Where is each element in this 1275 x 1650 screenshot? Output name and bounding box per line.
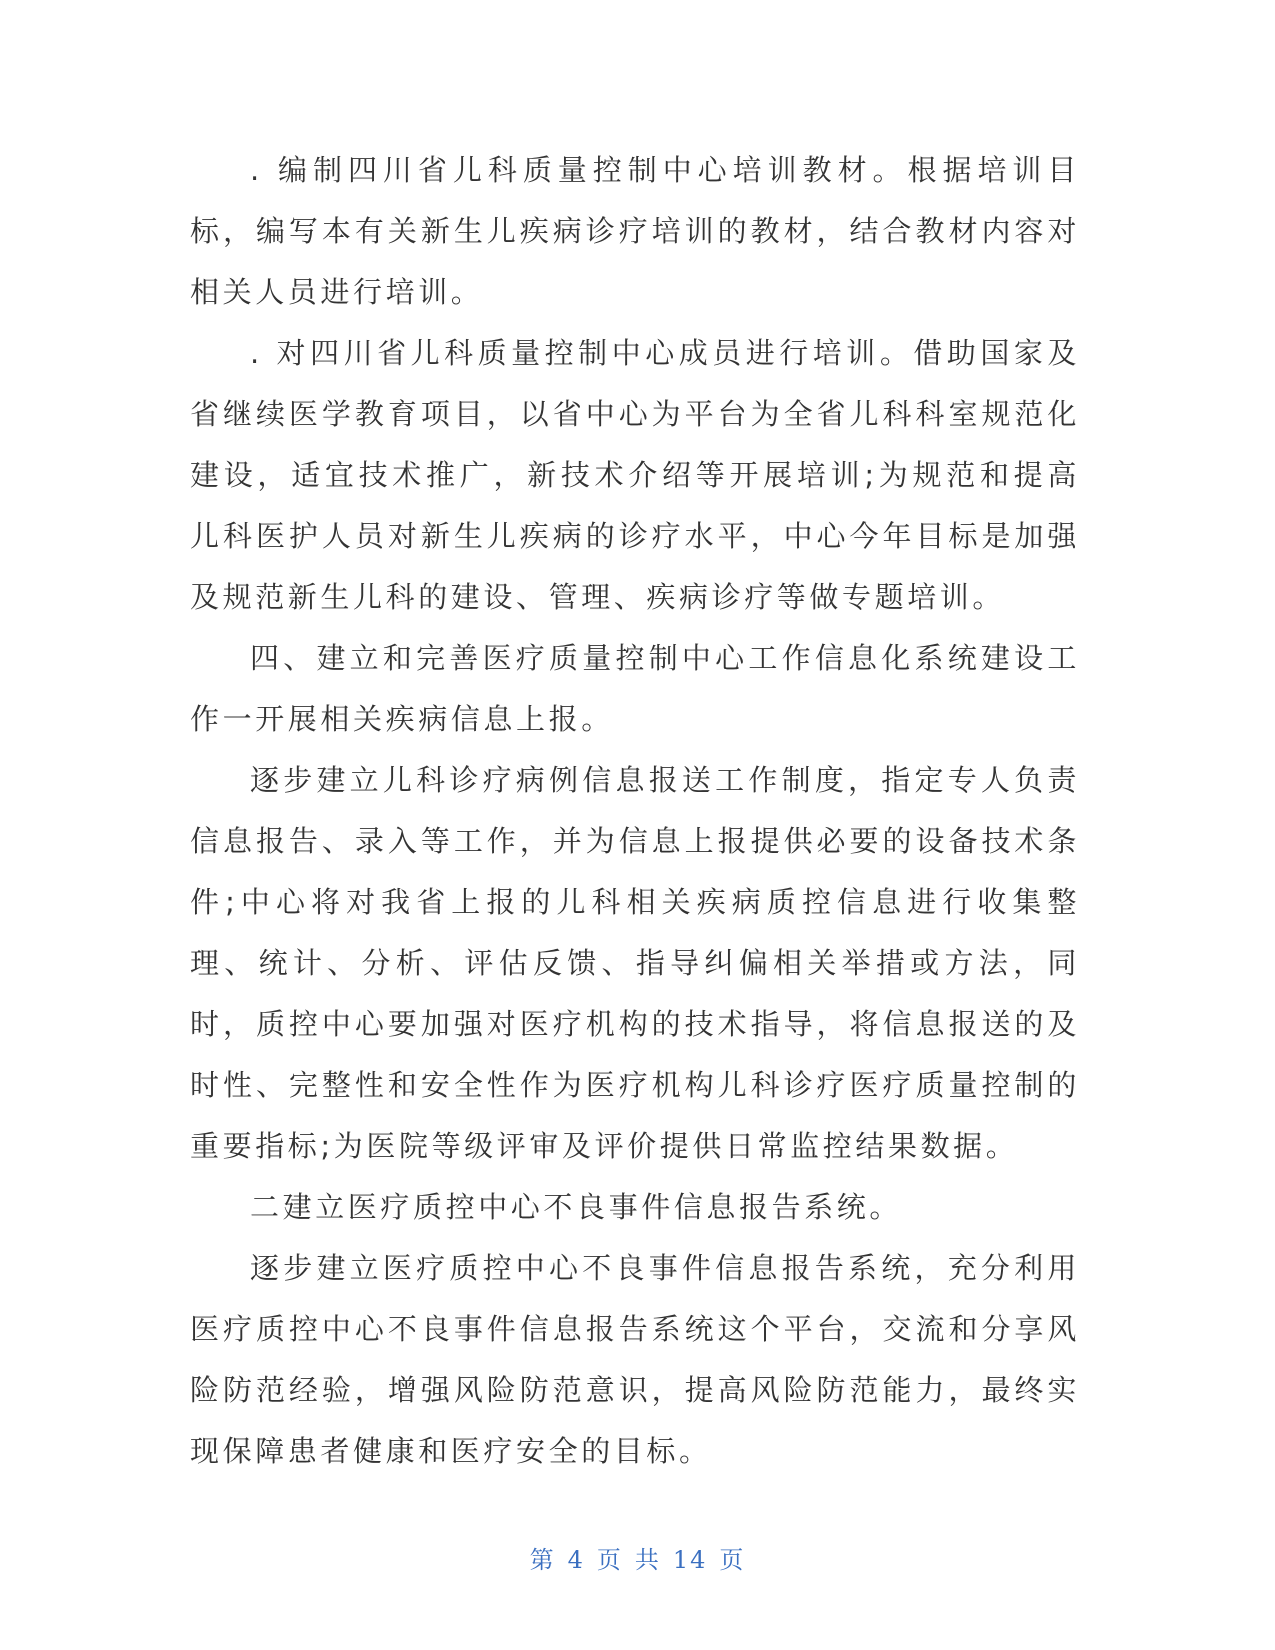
footer-label-total: 共 [634, 1546, 661, 1574]
page-number-footer [0, 1540, 1275, 1575]
footer-total-pages: 14 [672, 1546, 708, 1574]
footer-current-page: 4 [567, 1546, 585, 1574]
footer-label-page: 页 [596, 1546, 623, 1574]
paragraph-case-reporting: 逐步建立儿科诊疗病例信息报送工作制度，指定专人负责信息报告、录入等工作，并为信息上报提供必要的设备技术条件;中心将对我省上报的儿科相关疾病质控信息进行收集整理、统计、分析、评估反馈、指导纠偏相关举措或方法，同时，质控中心要加强对医疗机构的技术指导，将信息报送的及时性、完整性和安全性作为医疗机构儿科诊疗医疗质量控制的重要指标;为医院等级评审及评价提供日常监控结果数据。 [190, 763, 1080, 1163]
paragraph-member-training: . 对四川省儿科质量控制中心成员进行培训。借助国家及省继续医学教育项目，以省中心为平台为全省儿科科室规范化建设，适宜技术推广，新技术介绍等开展培训;为规范和提高儿科医护人员对新生儿疾病的诊疗水平，中心今年目标是加强及规范新生儿科的建设、管理、疾病诊疗等做专题培训。 [190, 336, 1080, 614]
footer-label-prefix: 第 [529, 1546, 556, 1574]
paragraph-adverse-event-system: 逐步建立医疗质控中心不良事件信息报告系统，充分利用医疗质控中心不良事件信息报告系统这个平台，交流和分享风险防范经验，增强风险防范意识，提高风险防范能力，最终实现保障患者健康和医疗安全的目标。 [190, 1251, 1080, 1468]
paragraph-training-materials: . 编制四川省儿科质量控制中心培训教材。根据培训目标，编写本有关新生儿疾病诊疗培训的教材，结合教材内容对相关人员进行培训。 [190, 153, 1080, 309]
paragraph-section-four-heading: 四、建立和完善医疗质量控制中心工作信息化系统建设工作一开展相关疾病信息上报。 [190, 641, 1080, 736]
document-body [190, 140, 1080, 1482]
footer-label-suffix: 页 [719, 1546, 746, 1574]
paragraph-adverse-event-heading: 二建立医疗质控中心不良事件信息报告系统。 [250, 1190, 903, 1224]
